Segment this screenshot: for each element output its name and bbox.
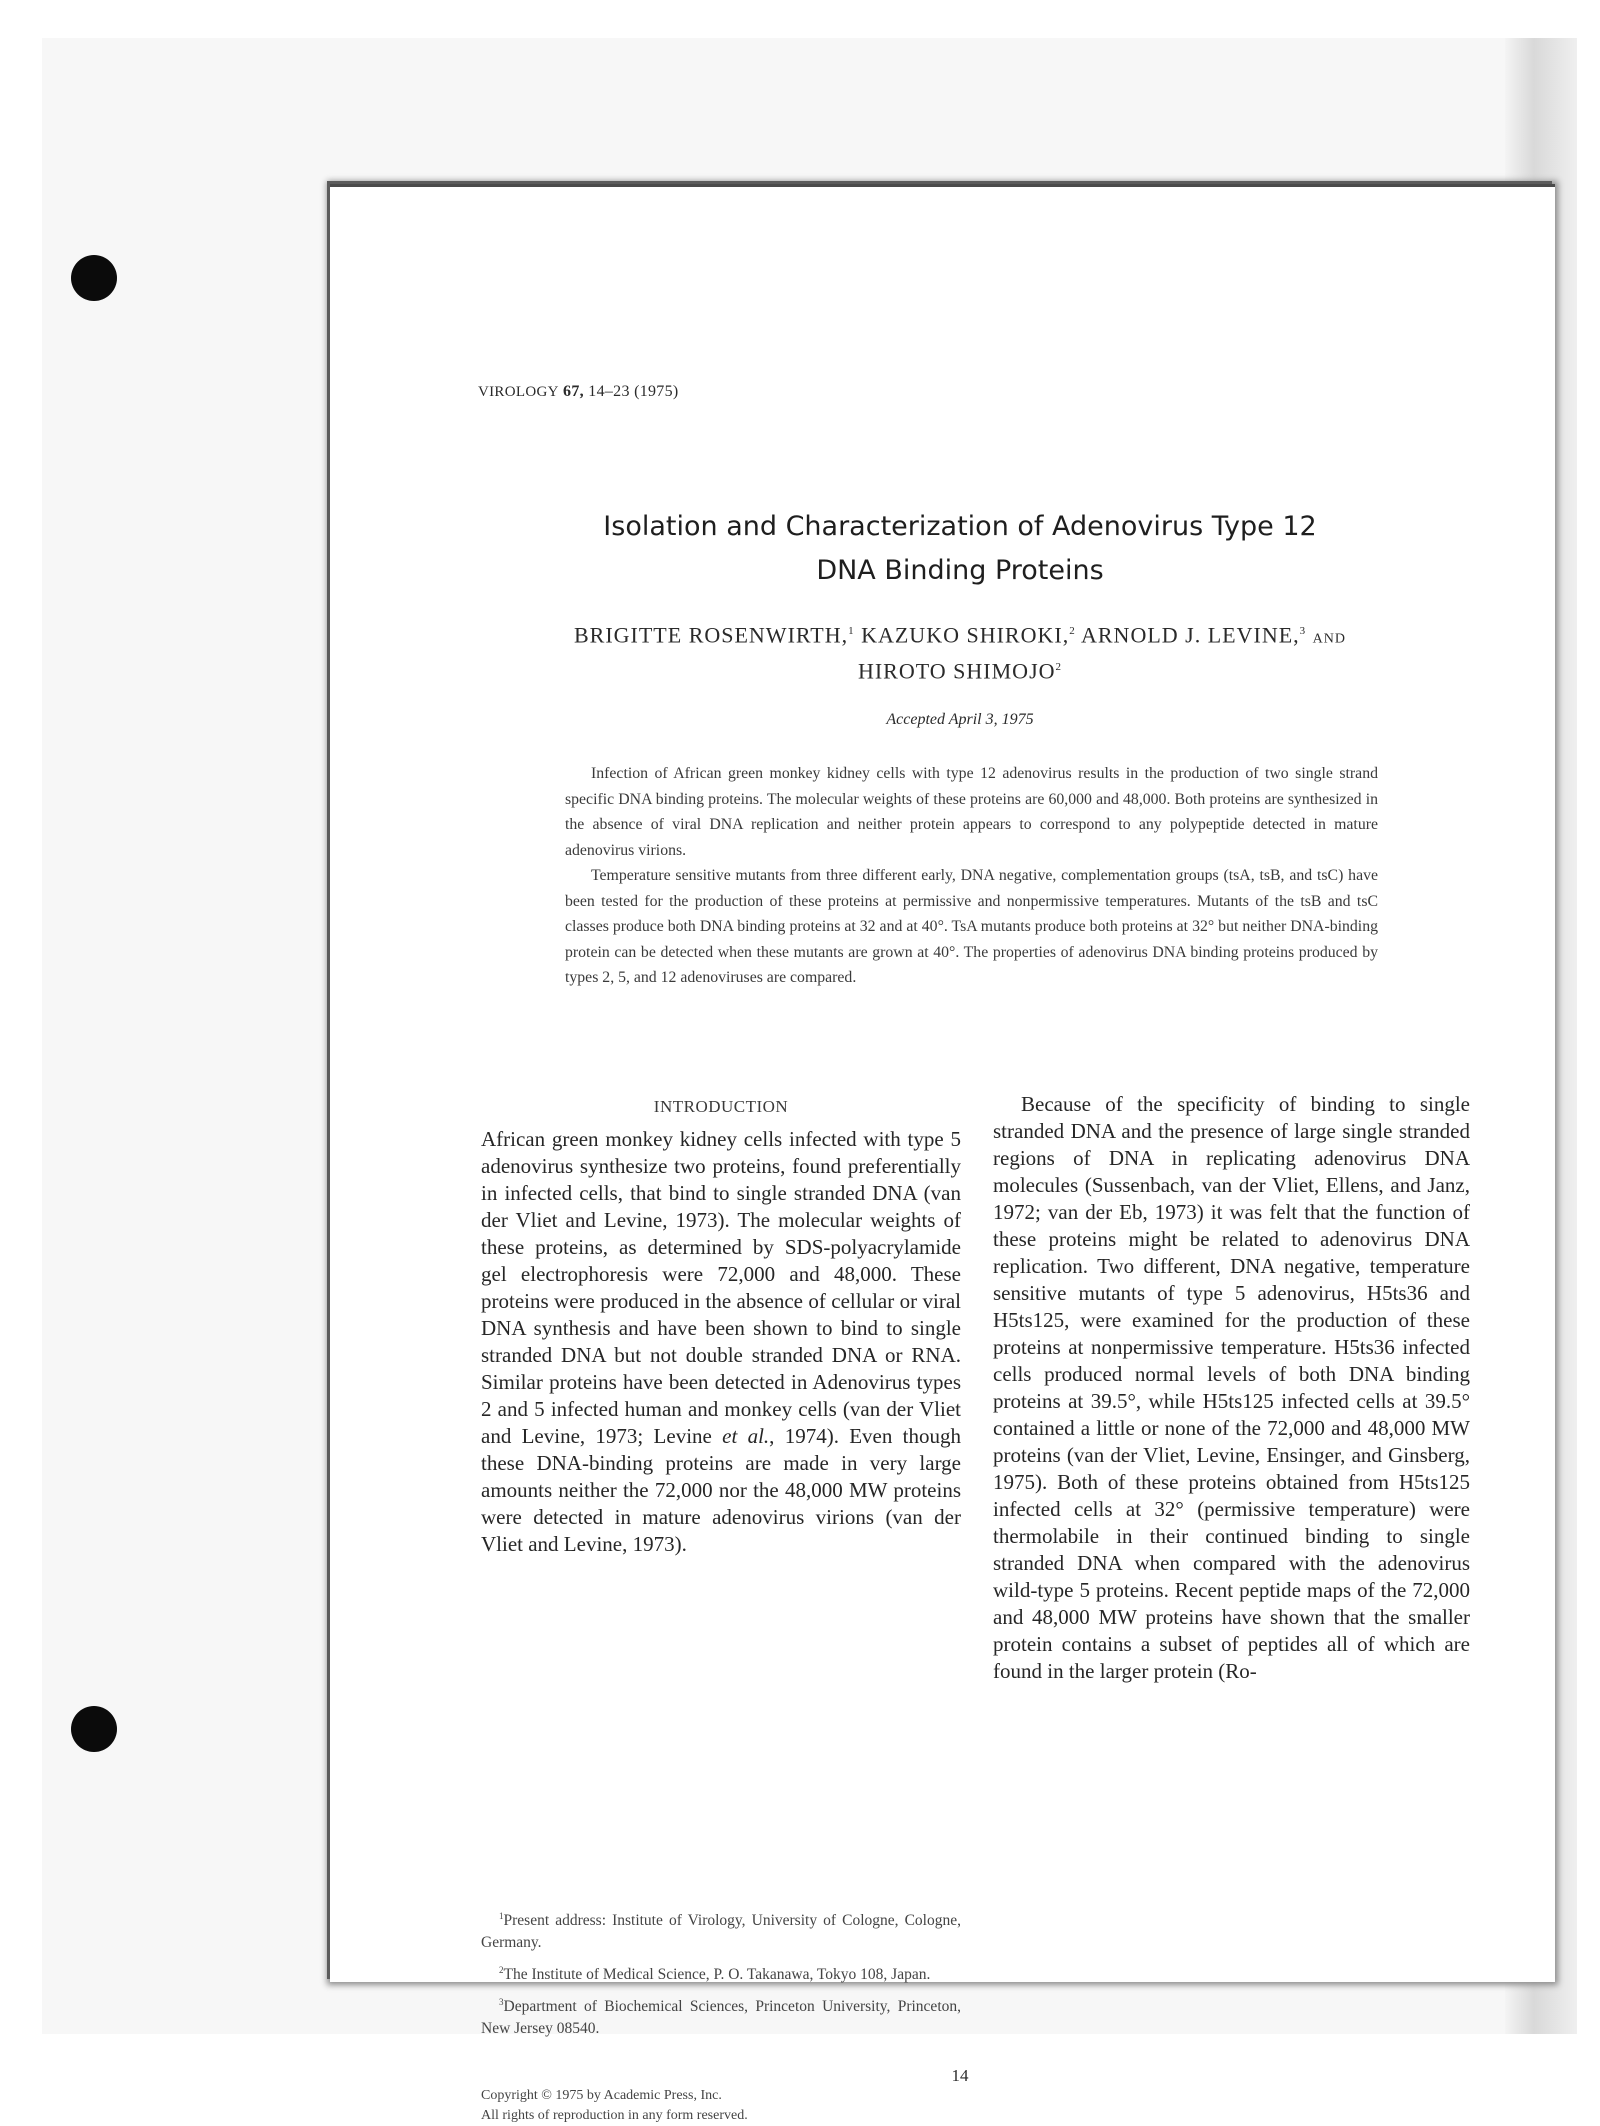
author-affil-2: 2 <box>1069 625 1076 637</box>
accepted-date: Accepted April 3, 1975 <box>886 711 1034 728</box>
right-column <box>993 1091 1470 1685</box>
author-shiroki: KAZUKO SHIROKI, <box>861 622 1070 648</box>
author-rosenwirth: BRIGITTE ROSENWIRTH, <box>573 622 849 648</box>
author-shimojo: HIROTO SHIMOJO <box>857 658 1056 684</box>
journal-citation <box>478 383 679 401</box>
author-affil-3: 3 <box>1299 625 1307 637</box>
punch-hole-bottom <box>71 1706 117 1752</box>
footnote-3 <box>481 1991 961 2040</box>
article-page <box>330 184 1555 2123</box>
abstract-paragraph-2: Temperature sensitive mutants from three different early, DNA negative, complementation groups (tsA, tsB, and tsC) have been tested for the production of these proteins at permissive and nonpermissive temperatures. Mutants of the tsB and tsC classes produce both DNA binding proteins at 32 and at 40°. TsA mutants produce both proteins at 32° but neither DNA-binding protein can be detected when these mutants are grown at 40°. The properties of adenovirus DNA binding proteins produced by types 2, 5, and 12 adenoviruses are compared. <box>565 867 1378 986</box>
page-number: 14 <box>951 2066 969 2085</box>
author-and: AND <box>1312 631 1346 647</box>
intro-left-text-end: , 1974). Even though these DNA-binding proteins are made in very large amounts neither the 72,000 nor the 48,000 MW proteins were detected in mature adenovirus virions (van der Vliet and Levine, 1973). <box>481 1424 961 1556</box>
footnote-1 <box>481 1905 961 1954</box>
footnote-2-mark: 2 <box>499 1965 504 1976</box>
footnote-3-mark: 3 <box>499 1997 504 2008</box>
author-list <box>430 617 1490 686</box>
footnote-1-text: Present address: Institute of Virology, University of Cologne, Cologne, Germany. <box>481 1912 961 1952</box>
section-heading-introduction: INTRODUCTION <box>653 1097 789 1116</box>
author-affil-1: 1 <box>848 625 855 637</box>
abstract <box>565 761 1378 991</box>
author-line-2 <box>430 653 1490 685</box>
intro-paragraph-right: Because of the specificity of binding to single stranded DNA and the presence of large single stranded regions of DNA in replicating adenovirus DNA molecules (Sussenbach, van der Vliet, Ellens, and Janz, 1972; van der Eb, 1973) it was felt that the function of these proteins might be related to adenovirus DNA replication. Two different, DNA negative, temperature sensitive mutants of type 5 adenovirus, H5ts36 and H5ts125, were examined for the production of these proteins at nonpermissive temperature. H5ts36 infected cells produced normal levels of both DNA binding proteins at 39.5°, while H5ts125 infected cells at 39.5° contained a little or none of the 72,000 and 48,000 MW proteins (van der Vliet, Levine, Ensinger, and Ginsberg, 1975). Both of these proteins obtained from H5ts125 infected cells at 32° (permissive temperature) were thermolabile in their continued binding to single stranded DNA when compared with the adenovirus wild-type 5 proteins. Recent peptide maps of the 72,000 and 48,000 MW proteins have shown that the smaller protein contains a subset of peptides all of which are found in the larger protein (Ro- <box>993 1092 1470 1683</box>
author-line-1 <box>430 617 1490 653</box>
journal-name: VIROLOGY <box>478 384 559 400</box>
intro-left-em: et al. <box>722 1424 770 1448</box>
copyright-notice <box>481 2086 748 2126</box>
abstract-paragraph-1: Infection of African green monkey kidney cells with type 12 adenovirus results in the production of two single strand specific DNA binding proteins. The molecular weights of these proteins are 60,000 and 48,000. Both proteins are synthesized in the absence of viral DNA replication and neither protein appears to correspond to any polypeptide detected in mature adenovirus virions. <box>565 765 1378 859</box>
title-line-2: DNA Binding Proteins <box>816 555 1104 586</box>
intro-paragraph-left <box>481 1126 961 1558</box>
intro-left-text: African green monkey kidney cells infected with type 5 adenovirus synthesize two proteins, found preferentially in infected cells, that bind to single stranded DNA (van der Vliet and Levine, 1973). The molecular weights of these proteins, as determined by SDS-polyacrylamide gel electrophoresis were 72,000 and 48,000. These proteins were produced in the absence of cellular or viral DNA synthesis and have been shown to bind to single stranded DNA but not double stranded DNA or RNA. Similar proteins have been detected in Adenovirus types 2 and 5 infected human and monkey cells (van der Vliet and Levine, 1973; Levine <box>481 1127 961 1448</box>
footnote-2 <box>481 1959 961 1986</box>
author-affil-4: 2 <box>1055 661 1063 674</box>
footnote-3-text: Department of Biochemical Sciences, Princeton University, Princeton, New Jersey 08540. <box>481 1998 961 2038</box>
author-levine: ARNOLD J. LEVINE, <box>1081 622 1300 648</box>
article-title <box>430 505 1490 593</box>
footnote-1-mark: 1 <box>499 1911 504 1921</box>
journal-pages-year: 14–23 (1975) <box>588 383 679 400</box>
footnote-2-text: The Institute of Medical Science, P. O. Takanawa, Tokyo 108, Japan. <box>503 1966 931 1984</box>
punch-hole-top <box>71 255 117 301</box>
copyright-line-1: Copyright © 1975 by Academic Press, Inc. <box>481 2088 722 2103</box>
journal-volume: 67, <box>563 383 584 400</box>
left-column <box>481 1093 961 1558</box>
title-line-1: Isolation and Characterization of Adenovirus Type 12 <box>603 511 1317 542</box>
footnotes <box>481 1905 961 2045</box>
copyright-line-2: All rights of reproduction in any form reserved. <box>481 2108 748 2123</box>
